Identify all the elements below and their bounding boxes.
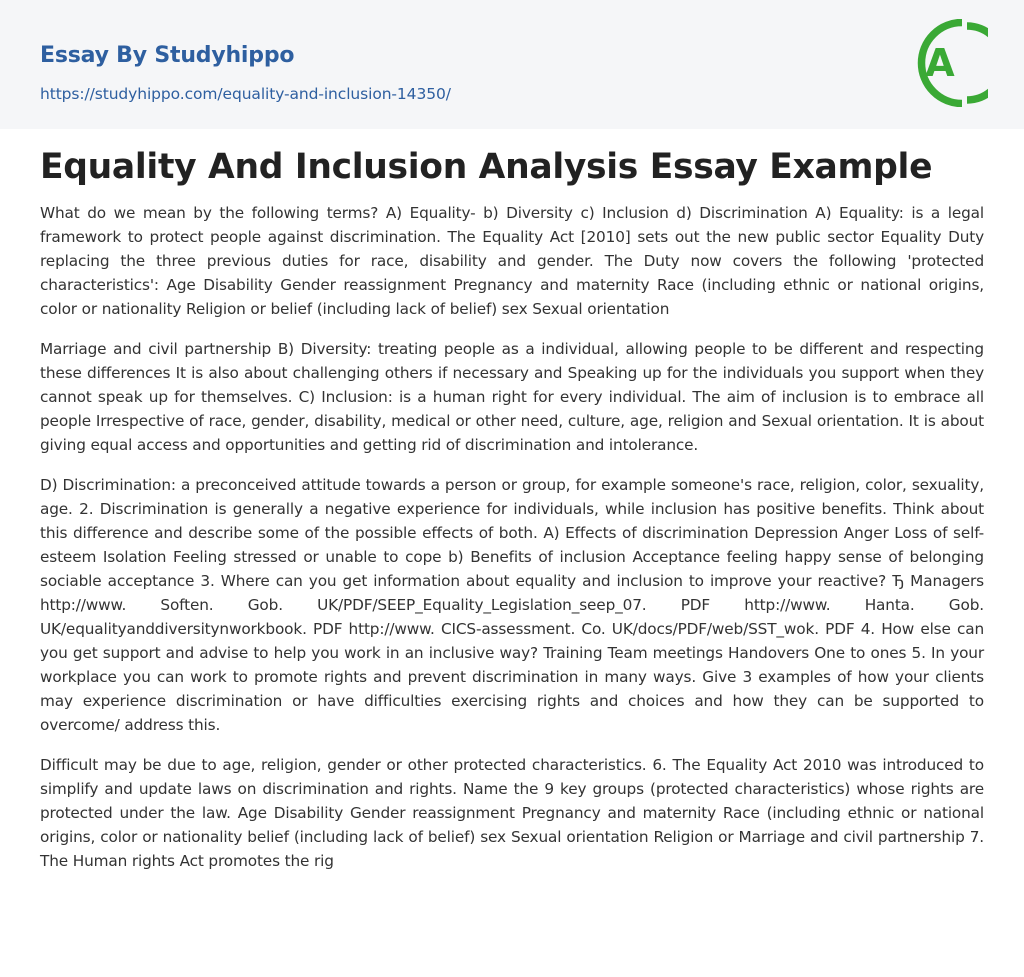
page-title: Equality And Inclusion Analysis Essay Example — [40, 147, 933, 187]
essay-url-link[interactable]: https://studyhippo.com/equality-and-inclusion-14350/ — [40, 85, 451, 103]
studyhippo-logo-icon[interactable] — [912, 19, 988, 107]
essay-paragraph: What do we mean by the following terms? A) Equality- b) Diversity c) Inclusion d) Discrimination A) Equality: is a legal framework to protect people against discrimination. The Equality Act [2010] sets out the new public sector Equality Duty replacing the three previous duties for race, disability and gender. The Duty now covers the following 'protected characteristics': Age Disability Gender reassignment Pregnancy and maternity Race (including ethnic or national origins, color or nationality Religion or belief (including lack of belief) sex Sexual orientation — [40, 204, 984, 318]
logo-letter: A — [925, 41, 955, 85]
essay-content — [40, 142, 984, 889]
essay-paragraph: Difficult may be due to age, religion, gender or other protected characteristics. 6. The Equality Act 2010 was introduced to simplify and update laws on discrimination and rights. Name the 9 key groups (protected characteristics) whose rights are protected under the law. Age Disability Gender reassignment Pregnancy and maternity Race (including ethnic or national origins, color or nationality belief (including lack of belief) sex Sexual orientation Religion or Marriage and civil partnership 7. The Human rights Act promotes the rig — [40, 756, 984, 870]
essay-paragraph: D) Discrimination: a preconceived attitude towards a person or group, for example someone's race, religion, color, sexuality, age. 2. Discrimination is generally a negative experience for individuals, while inclusion has positive benefits. Think about this difference and describe some of the possible effects of both. A) Effects of discrimination Depression Anger Loss of self-esteem Isolation Feeling stressed or unable to cope b) Benefits of inclusion Acceptance feeling happy sense of belonging sociable acceptance 3. Where can you get information about equality and inclusion to improve your reactive? Ђ Managers http://www. Soften. Gob. UK/PDF/SEEP_Equality_Legislation_seep_07. PDF http://www. Hanta. Gob. UK/equalityanddiversitynworkbook. PDF http://www. CICS-assessment. Co. UK/docs/PDF/web/SST_wok. PDF 4. How else can you get support and advise to help you work in an inclusive way? Training Team meetings Handovers One to ones 5. In your workplace you can work to promote rights and prevent discrimination in many ways. Give 3 examples of how your clients may experience discrimination or have difficulties exercising rights and choices and how they can be supported to overcome/ address this. — [40, 476, 984, 734]
site-header — [0, 0, 1024, 129]
essay-paragraph: Marriage and civil partnership B) Diversity: treating people as a individual, allowing people to be different and respecting these differences It is also about challenging others if necessary and Speaking up for the individuals you support when they cannot speak up for themselves. C) Inclusion: is a human right for every individual. The aim of inclusion is to embrace all people Irrespective of race, gender, disability, medical or other need, culture, age, religion and Sexual orientation. It is about giving equal access and opportunities and getting rid of discrimination and intolerance. — [40, 340, 984, 454]
logo-ring-inner — [967, 26, 988, 100]
site-title[interactable]: Essay By Studyhippo — [40, 43, 295, 68]
